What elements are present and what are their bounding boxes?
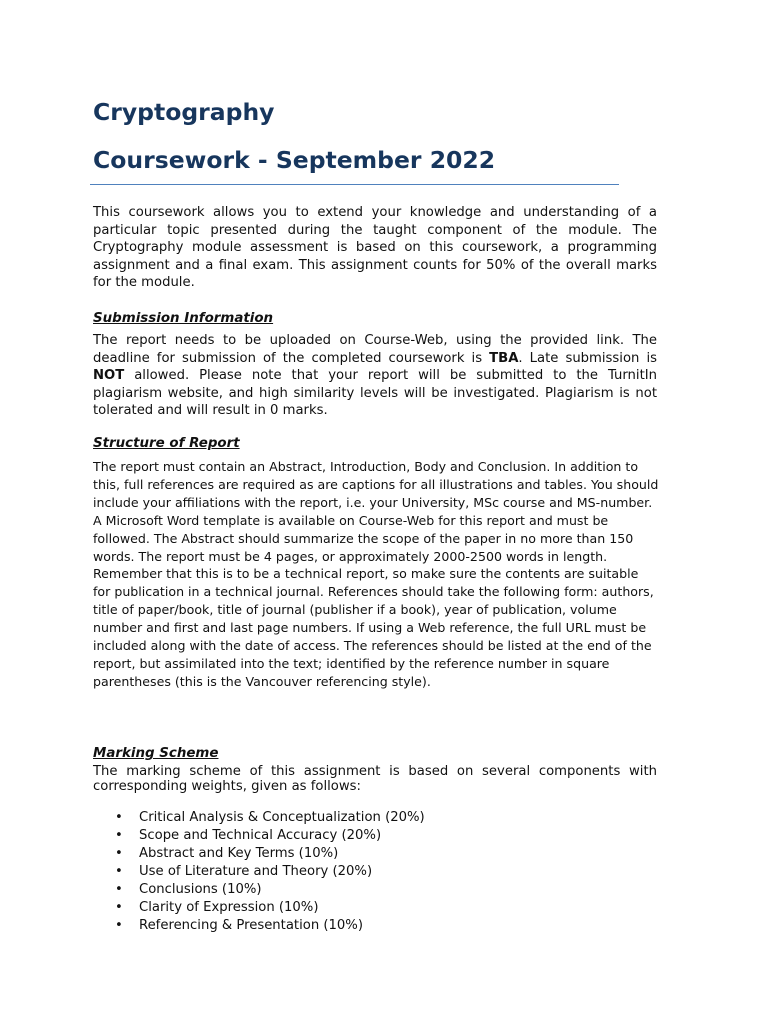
marking-criterion bbox=[93, 917, 593, 935]
not-emphasis: NOT bbox=[93, 368, 125, 384]
submission-text-1: The report needs to be uploaded on Course-Web, using the provided link. The deadline for submission of the completed coursework is bbox=[93, 333, 657, 366]
marking-criterion bbox=[93, 881, 593, 899]
bullet-icon: • bbox=[115, 810, 123, 825]
criterion-label: Referencing & Presentation (10%) bbox=[139, 918, 363, 933]
marking-criterion bbox=[93, 863, 593, 881]
submission-paragraph bbox=[93, 332, 657, 420]
intro-paragraph: This coursework allows you to extend your knowledge and understanding of a particular topic presented during the taught component of the module. The Cryptography module assessment is based on this coursework, a programming assignment and a final exam. This assignment counts for 50% of the overall marks for the module. bbox=[93, 205, 657, 291]
marking-criterion bbox=[93, 827, 593, 845]
criterion-label: Abstract and Key Terms (10%) bbox=[139, 846, 339, 861]
submission-text-3: allowed. Please note that your report will be submitted to the TurnitIn plagiarism website, and high similarity levels will be investigated. Plagiarism is not tolerated and will result in 0 marks. bbox=[93, 368, 657, 419]
bullet-icon: • bbox=[115, 846, 123, 861]
structure-paragraph: The report must contain an Abstract, Introduction, Body and Conclusion. In addition to this, full references are required as are captions for all illustrations and tables. You should include your affiliations with the report, i.e. your University, MSc course and MS-number. A Microsoft Word template is available on Course-Web for this report and must be followed. The Abstract should summarize the scope of the paper in no more than 150 words. The report must be 4 pages, or approximately 2000-2500 words in length. Remember that this is to be a technical report, so make sure the contents are suitable for publication in a technical journal. References should take the following form: authors, title of paper/book, title of journal (publisher if a book), year of publication, volume number and first and last page numbers. If using a Web reference, the full URL must be included along with the date of access. The references should be listed at the end of the report, but assimilated into the text; identified by the reference number in square parentheses (this is the Vancouver referencing style). bbox=[93, 459, 659, 689]
criterion-label: Clarity of Expression (10%) bbox=[139, 900, 319, 915]
document-subtitle: Coursework - September 2022 bbox=[93, 146, 496, 174]
tba-emphasis: TBA bbox=[489, 350, 519, 366]
structure-heading: Structure of Report bbox=[93, 436, 240, 451]
marking-criterion bbox=[93, 809, 593, 827]
marking-criterion bbox=[93, 845, 593, 863]
title-divider bbox=[90, 184, 619, 185]
criterion-label: Conclusions (10%) bbox=[139, 882, 262, 897]
marking-criterion bbox=[93, 899, 593, 917]
criterion-label: Scope and Technical Accuracy (20%) bbox=[139, 828, 382, 843]
marking-paragraph: The marking scheme of this assignment is based on several components with corresponding weights, given as follows: bbox=[93, 764, 657, 794]
bullet-icon: • bbox=[115, 828, 123, 843]
criterion-label: Use of Literature and Theory (20%) bbox=[139, 864, 373, 879]
criterion-label: Critical Analysis & Conceptualization (20%) bbox=[139, 810, 425, 825]
submission-text-2: . Late submission is bbox=[518, 350, 657, 366]
bullet-icon: • bbox=[115, 900, 123, 915]
bullet-icon: • bbox=[115, 864, 123, 879]
marking-heading: Marking Scheme bbox=[93, 746, 219, 761]
document-title: Cryptography bbox=[93, 98, 275, 126]
marking-criteria-list bbox=[93, 809, 593, 935]
bullet-icon: • bbox=[115, 918, 123, 933]
submission-heading: Submission Information bbox=[93, 311, 274, 326]
bullet-icon: • bbox=[115, 882, 123, 897]
